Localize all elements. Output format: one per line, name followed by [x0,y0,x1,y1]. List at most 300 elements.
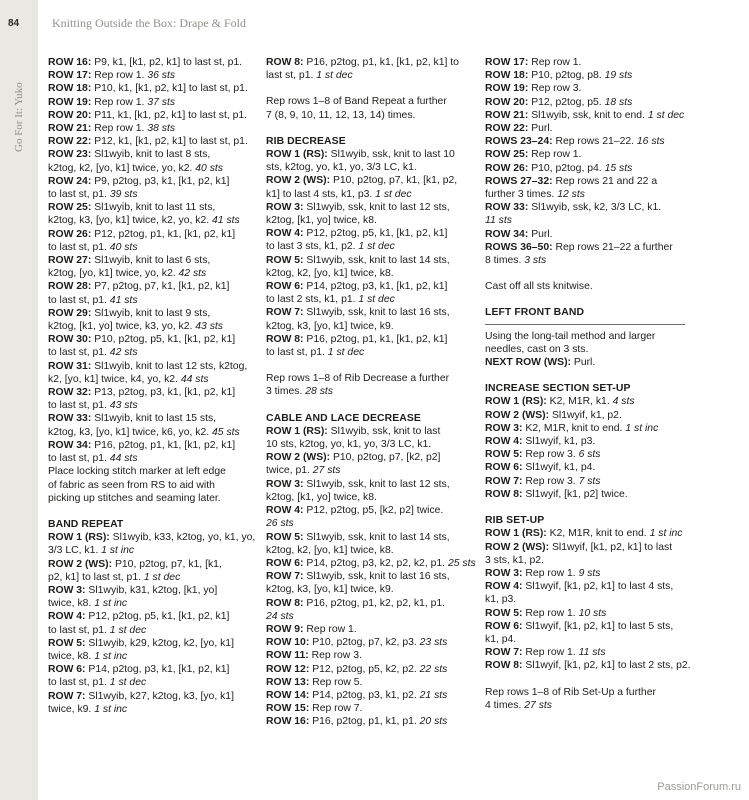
row-label: ROW 15: [266,703,310,715]
instruction-text: twice, k8. [48,650,95,662]
instruction-text: P14, p2tog, p3, k1, p2. [309,689,420,701]
pattern-line [485,567,687,580]
stitch-count: 1 st dec [316,70,353,82]
row-label: ROW 33: [48,413,92,425]
section-heading: RIB SET-UP [485,515,545,527]
row-label: ROW 22: [48,136,92,148]
stitch-count: 43 sts [195,321,223,333]
row-label: ROW 34: [48,439,92,451]
instruction-text: Sl1wyib, ssk, knit to last 16 sts, [303,307,450,319]
pattern-line [266,478,468,491]
stitch-count: 20 sts [419,716,448,728]
row-label: ROW 3: [48,584,86,596]
row-label: ROW 8: [266,57,304,68]
row-label: ROW 8: [485,660,523,672]
instruction-text: Using the long-tail method and larger [485,330,656,342]
pattern-line [48,294,250,307]
row-label: ROWS 36–50: [485,241,553,253]
stitch-count: 42 sts [178,268,207,280]
instruction-text: P10, k1, [k1, p2, k1] to last st, p1. [91,83,248,95]
pattern-line [266,109,468,122]
pattern-line [48,412,250,425]
pattern-line [266,95,468,108]
instruction-text: Rep rows 21 and 22 a [552,175,658,187]
row-label: ROW 18: [485,70,529,82]
pattern-line [266,161,468,174]
pattern-line [48,162,250,175]
stitch-count: 40 sts [195,162,223,174]
instruction-text: picking up stitches and seaming later. [48,492,221,504]
instruction-text: 4 times. [485,699,525,711]
pattern-line [266,583,468,596]
pattern-line [48,676,250,689]
instruction-text: Rep row 1. [303,623,357,635]
page-number: 84 [8,18,20,29]
pattern-line [48,148,250,161]
stitch-count: 1 st dec [143,571,181,583]
pattern-line [485,448,687,461]
instruction-text: P10, p2tog, p5, k1, [k1, p2, k1] [91,334,236,346]
instruction-text: K2, M1R, k1. [546,396,613,408]
row-label: ROW 6: [266,557,304,569]
stitch-count: 6 sts [578,449,601,461]
section-heading: RIB DECREASE [266,135,346,147]
instruction-text: Rep rows 1–8 of Band Repeat a further [266,96,447,108]
pattern-line [266,320,468,333]
stitch-count: 41 sts [212,215,240,227]
instruction-text: Rep rows 21–22 a further [552,241,673,253]
pattern-line [266,267,468,280]
pattern-line [266,504,468,517]
pattern-line [485,607,687,620]
pattern-line [48,479,250,492]
instruction-text: Sl1wyif, k1, p3. [522,436,596,448]
pattern-line [48,386,250,399]
pattern-line [48,690,250,703]
stitch-count: 26 sts [266,518,294,530]
instruction-text: P10, p2tog, p7, k2, p3. [309,637,420,649]
pattern-line [48,228,250,241]
pattern-line [48,320,250,333]
instruction-text: Sl1wyib, ssk, knit to last 12 sts, [303,478,450,490]
paragraph-gap [266,122,468,135]
pattern-line [485,214,687,227]
instruction-text: to last 3 sts, k1, p2. [266,241,359,253]
instruction-text: Sl1wyib, ssk, knit to last [327,425,441,437]
row-label: ROW 19: [485,83,529,95]
pattern-line [485,488,687,501]
instruction-text: 3/3 LC, k1. [48,545,102,557]
section-heading: CABLE AND LACE DECREASE [266,412,421,424]
pattern-line [48,584,250,597]
stitch-count: 1 st inc [94,703,128,715]
row-label: ROW 4: [48,611,86,623]
instruction-text: Sl1wyib, ssk, knit to last 10 [327,149,455,161]
pattern-line [485,554,687,567]
row-label: ROW 4: [266,505,304,517]
pattern-line [266,544,468,557]
row-label: ROW 3: [266,201,304,213]
row-label: ROW 7: [48,690,86,702]
pattern-line [485,409,687,422]
pattern-line [48,558,250,571]
instruction-text: needles, cast on 3 sts. [485,343,589,355]
instruction-text: to last st, p1. [48,241,110,253]
pattern-line [48,307,250,320]
pattern-line [266,702,468,715]
row-label: ROW 19: [48,96,92,108]
stitch-count: 1 st dec [327,347,365,359]
instruction-text: Sl1wyib, k33, k2tog, yo, k1, yo, [109,532,256,544]
pattern-line [266,491,468,504]
stitch-count: 7 sts [578,475,601,487]
instruction-text: Cast off all sts knitwise. [485,281,593,293]
pattern-line [266,464,468,477]
pattern-line [48,373,250,386]
chapter-side-label-text: Go For It: Yuko [13,82,25,152]
pattern-line [485,175,687,188]
instruction-text: Sl1wyib, k29, k2tog, k2, [yo, k1] [85,637,234,649]
pattern-line [48,267,250,280]
stitch-count: 27 sts [524,699,552,711]
stitch-count: 1 st dec [109,677,147,689]
stitch-count: 10 sts [578,607,607,619]
instruction-text: to last st, p1. [48,400,110,412]
row-label: ROW 23: [48,149,92,161]
row-label: ROW 24: [48,175,92,187]
pattern-line [48,175,250,188]
instruction-text: Sl1wyib, k31, k2tog, [k1, yo] [85,584,218,596]
row-label: ROW 29: [48,307,92,319]
instruction-text: Sl1wyif, [k1, p2] twice. [522,488,628,500]
pattern-line [266,610,468,623]
instruction-text: Sl1wyif, [k1, p2, k1] to last 4 sts, [522,581,674,593]
stitch-count: 1 st inc [625,422,659,434]
pattern-line [485,395,687,408]
pattern-line [48,650,250,663]
pattern-line [48,201,250,214]
row-label: ROW 2 (WS): [485,541,550,553]
instruction-text: 3 sts, k1, p2. [485,554,544,566]
instruction-text: Rep row 1. [522,607,579,619]
pattern-line [485,162,687,175]
pattern-line [266,306,468,319]
pattern-line [266,56,468,69]
section-heading: BAND REPEAT [48,518,124,530]
row-label: ROW 2 (WS): [266,452,331,464]
row-label: ROW 1 (RS): [485,396,547,408]
instruction-text: P12, k1, [k1, p2, k1] to last st, p1. [91,136,248,148]
row-label: ROW 22: [485,123,529,135]
instruction-text: K2, M1R, knit to end. [522,422,626,434]
instruction-text: Sl1wyib, ssk, knit to last 14 sts, [303,531,450,543]
pattern-line [266,188,468,201]
paragraph-gap [485,267,687,280]
pattern-line [48,452,250,465]
pattern-line [266,254,468,267]
instruction-text: k2tog, k3, [yo, k1] twice, k2, yo, k2. [48,215,213,227]
instruction-text: P12, p2tog, p5, k1, [k1, p2, k1] [303,228,448,240]
pattern-line [485,475,687,488]
row-label: ROW 1 (RS): [48,532,110,544]
instruction-text: Rep row 3. [522,449,579,461]
pattern-line [485,241,687,254]
instruction-text: to last st, p1. [48,189,110,201]
instruction-text: P10, p2tog, p7, [k2, p2] [330,452,441,464]
instruction-text: twice, k9. [48,703,95,715]
stitch-count: 43 sts [109,400,138,412]
row-label: ROW 5: [266,531,304,543]
instruction-text: k2tog, k3, [yo, k1] twice, k9. [266,584,394,596]
row-label: ROW 7: [266,571,304,583]
stitch-count: 38 sts [147,123,176,135]
pattern-line [266,293,468,306]
pattern-line [485,461,687,474]
pattern-line [485,188,687,201]
instruction-text: twice, k8. [48,598,95,610]
instruction-text: Rep row 3. [308,650,362,662]
stitch-count: 1 st dec [358,294,395,306]
instruction-text: P16, p2tog, p1, k1, [k1, p2, k1] [303,333,448,345]
instruction-text: k2tog, [k1, yo] twice, k8. [266,215,377,227]
pattern-line [266,531,468,544]
instruction-text: P10, p2tog, p8. [528,70,605,82]
instruction-text: P9, p2tog, p3, k1, [k1, p2, k1] [91,175,230,187]
pattern-line [485,699,687,712]
instruction-text: p2, k1] to last st, p1. [48,571,144,583]
pattern-line [485,56,687,69]
pattern-line [266,346,468,359]
stitch-count: 1 st inc [94,650,128,662]
row-label: ROW 4: [485,436,523,448]
stitch-count: 28 sts [305,386,333,398]
pattern-line [266,438,468,451]
pattern-line [485,69,687,82]
paragraph-gap [266,82,468,95]
pattern-line [48,492,250,505]
row-label: ROW 34: [485,228,529,240]
pattern-line [48,360,250,373]
pattern-line [48,703,250,716]
row-label: ROW 17: [485,57,529,68]
instruction-text: Rep row 1. [528,57,582,68]
row-label: NEXT ROW (WS): [485,357,571,369]
pattern-line [485,135,687,148]
instruction-text: P10, p2tog, p7, k1, [k1, [112,558,222,570]
instruction-text: Rep row 1. [528,149,582,161]
pattern-line [485,228,687,241]
paragraph-gap [485,501,687,514]
row-label: ROW 9: [266,623,304,635]
watermark: PassionForum.ru [657,781,741,793]
pattern-line [48,399,250,412]
row-label: ROW 20: [485,96,529,108]
instruction-text: P12, p2tog, p5, k2, p2. [309,663,420,675]
paragraph-gap [485,293,687,306]
stitch-count: 16 sts [636,136,665,148]
pattern-line [266,676,468,689]
instruction-text: k2tog, [yo, k1] twice, yo, k2. [48,268,179,280]
row-label: ROW 6: [485,462,523,474]
instruction-text: k2tog, k3, [yo, k1] twice, k9. [266,320,394,332]
stitch-count: 40 sts [109,241,138,253]
instruction-text: k2tog, [k1, yo] twice, k8. [266,491,377,503]
row-label: ROW 7: [266,307,304,319]
pattern-line [266,557,476,570]
pattern-line [485,541,687,554]
row-label: ROW 18: [48,83,92,95]
instruction-text: to last st, p1. [48,624,110,636]
pattern-line [266,227,468,240]
instruction-text: Sl1wyib, ssk, knit to end. [528,109,648,121]
stitch-count: 1 st dec [109,624,147,636]
section-heading: INCREASE SECTION SET-UP [485,383,631,395]
instruction-text: k1] to last 4 sts, k1, p3. [266,188,376,200]
pattern-line [48,465,250,478]
instruction-text: Sl1wyib, knit to last 12 sts, k2tog, [91,360,248,372]
pattern-line [48,544,250,557]
row-label: ROW 17: [48,70,92,82]
stitch-count: 25 sts [447,557,476,569]
instruction-text: Rep row 3. [522,475,579,487]
row-label: ROW 5: [485,607,523,619]
instruction-text: P11, k1, [k1, p2, k1] to last st, p1. [91,109,248,121]
row-label: ROW 21: [485,109,529,121]
pattern-line [266,623,468,636]
row-label: ROW 14: [266,689,310,701]
stitch-count: 44 sts [180,373,209,385]
stitch-count: 1 st dec [647,109,685,121]
instruction-text: Sl1wyib, knit to last 9 sts, [91,307,211,319]
pattern-line [485,356,687,369]
instruction-text: Sl1wyif, [k1, p2, k1] to last 2 sts, p2. [522,660,691,672]
pattern-line [485,646,687,659]
pattern-line [485,122,687,135]
pattern-line [48,531,256,544]
instruction-text: Rep row 1. [91,96,148,108]
row-label: ROW 31: [48,360,92,372]
instruction-text: Rep row 1. [522,647,579,659]
stitch-count: 19 sts [604,70,633,82]
pattern-line [266,240,468,253]
instruction-text: Sl1wyif, [k1, p2, k1] to last 5 sts, [522,620,674,632]
instruction-text: Sl1wyib, ssk, knit to last 16 sts, [303,571,450,583]
row-label: ROW 1 (RS): [266,425,328,437]
instruction-text: Sl1wyif, k1, p2. [549,409,622,421]
pattern-line [266,201,468,214]
pattern-line [485,593,687,606]
row-label: ROW 11: [266,650,309,662]
row-label: ROW 3: [485,422,523,434]
instruction-text: Sl1wyib, ssk, knit to last 14 sts, [303,254,450,266]
stitch-count: 15 sts [604,162,633,174]
row-label: ROW 27: [48,255,92,267]
instruction-text: Rep row 7. [309,703,363,715]
pattern-line [48,241,250,254]
pattern-line [266,517,468,530]
row-label: ROW 25: [485,149,529,161]
pattern-line [266,570,468,583]
row-label: ROW 13: [266,676,310,688]
pattern-column-3 [485,56,691,712]
instruction-text: k2tog, k2, [yo, k1] twice, yo, k2. [48,162,196,174]
row-label: ROW 5: [48,637,86,649]
pattern-line [48,637,250,650]
row-label: ROW 8: [485,488,523,500]
instruction-text: of fabric as seen from RS to aid with [48,479,215,491]
stitch-count: 4 sts [612,396,635,408]
row-label: ROW 26: [485,162,529,174]
stitch-count: 41 sts [109,294,138,306]
row-label: ROW 1 (RS): [266,149,328,161]
row-label: ROW 12: [266,663,310,675]
paragraph-gap [485,673,687,686]
stitch-count: 12 sts [557,189,585,201]
row-label: ROW 6: [48,664,86,676]
pattern-line [266,636,468,649]
pattern-line [485,254,687,267]
pattern-line [485,82,687,95]
row-label: ROW 2 (WS): [48,558,113,570]
instruction-text: Sl1wyib, knit to last 15 sts, [91,413,217,425]
instruction-text: k2tog, k3, [yo, k1] twice, k6, yo, k2. [48,426,213,438]
instruction-text: 8 times. [485,255,525,267]
row-label: ROW 2 (WS): [266,175,331,187]
instruction-text: k2tog, k2, [yo, k1] twice, k8. [266,544,394,556]
instruction-text: last st, p1. [266,70,317,82]
pattern-line [485,580,687,593]
pattern-line [48,624,250,637]
pattern-line [266,280,468,293]
row-label: ROW 5: [485,449,523,461]
pattern-line [48,214,250,227]
stitch-count: 44 sts [109,453,138,465]
pattern-line [48,346,250,359]
row-label: ROW 8: [266,333,304,345]
row-label: ROW 16: [266,716,310,728]
pattern-line [48,571,250,584]
pattern-line [266,148,468,161]
pattern-line [48,69,250,82]
instruction-text: P9, k1, [k1, p2, k1] to last st, p1. [91,57,243,68]
instruction-text: to last st, p1. [48,294,110,306]
instruction-text: P16, p2tog, p1, k1, [k1, p2, k1] to [303,57,459,68]
row-label: ROW 6: [266,281,304,293]
row-label: ROW 3: [266,478,304,490]
stitch-count: 27 sts [312,465,341,477]
instruction-text: k1, p3. [485,594,517,606]
instruction-text: P12, p2tog, p5. [528,96,605,108]
row-label: ROW 3: [485,567,523,579]
instruction-text: Sl1wyib, ssk, knit to last 12 sts, [303,201,450,213]
pattern-line [485,686,687,699]
stitch-count: 3 sts [524,255,547,267]
pattern-line [48,135,250,148]
row-label: ROW 32: [48,387,92,399]
pattern-line [48,122,250,135]
stitch-count: 39 sts [109,189,138,201]
pattern-line [485,659,691,672]
instruction-text: to last st, p1. [48,677,110,689]
pattern-line [485,96,687,109]
pattern-line [266,451,468,464]
stitch-count: 45 sts [212,426,240,438]
pattern-line [485,201,687,214]
instruction-text: P12, p2tog, p1, k1, [k1, p2, k1] [91,228,236,240]
row-label: ROW 4: [266,228,304,240]
instruction-text: Place locking stitch marker at left edge [48,466,226,478]
pattern-line [48,280,250,293]
